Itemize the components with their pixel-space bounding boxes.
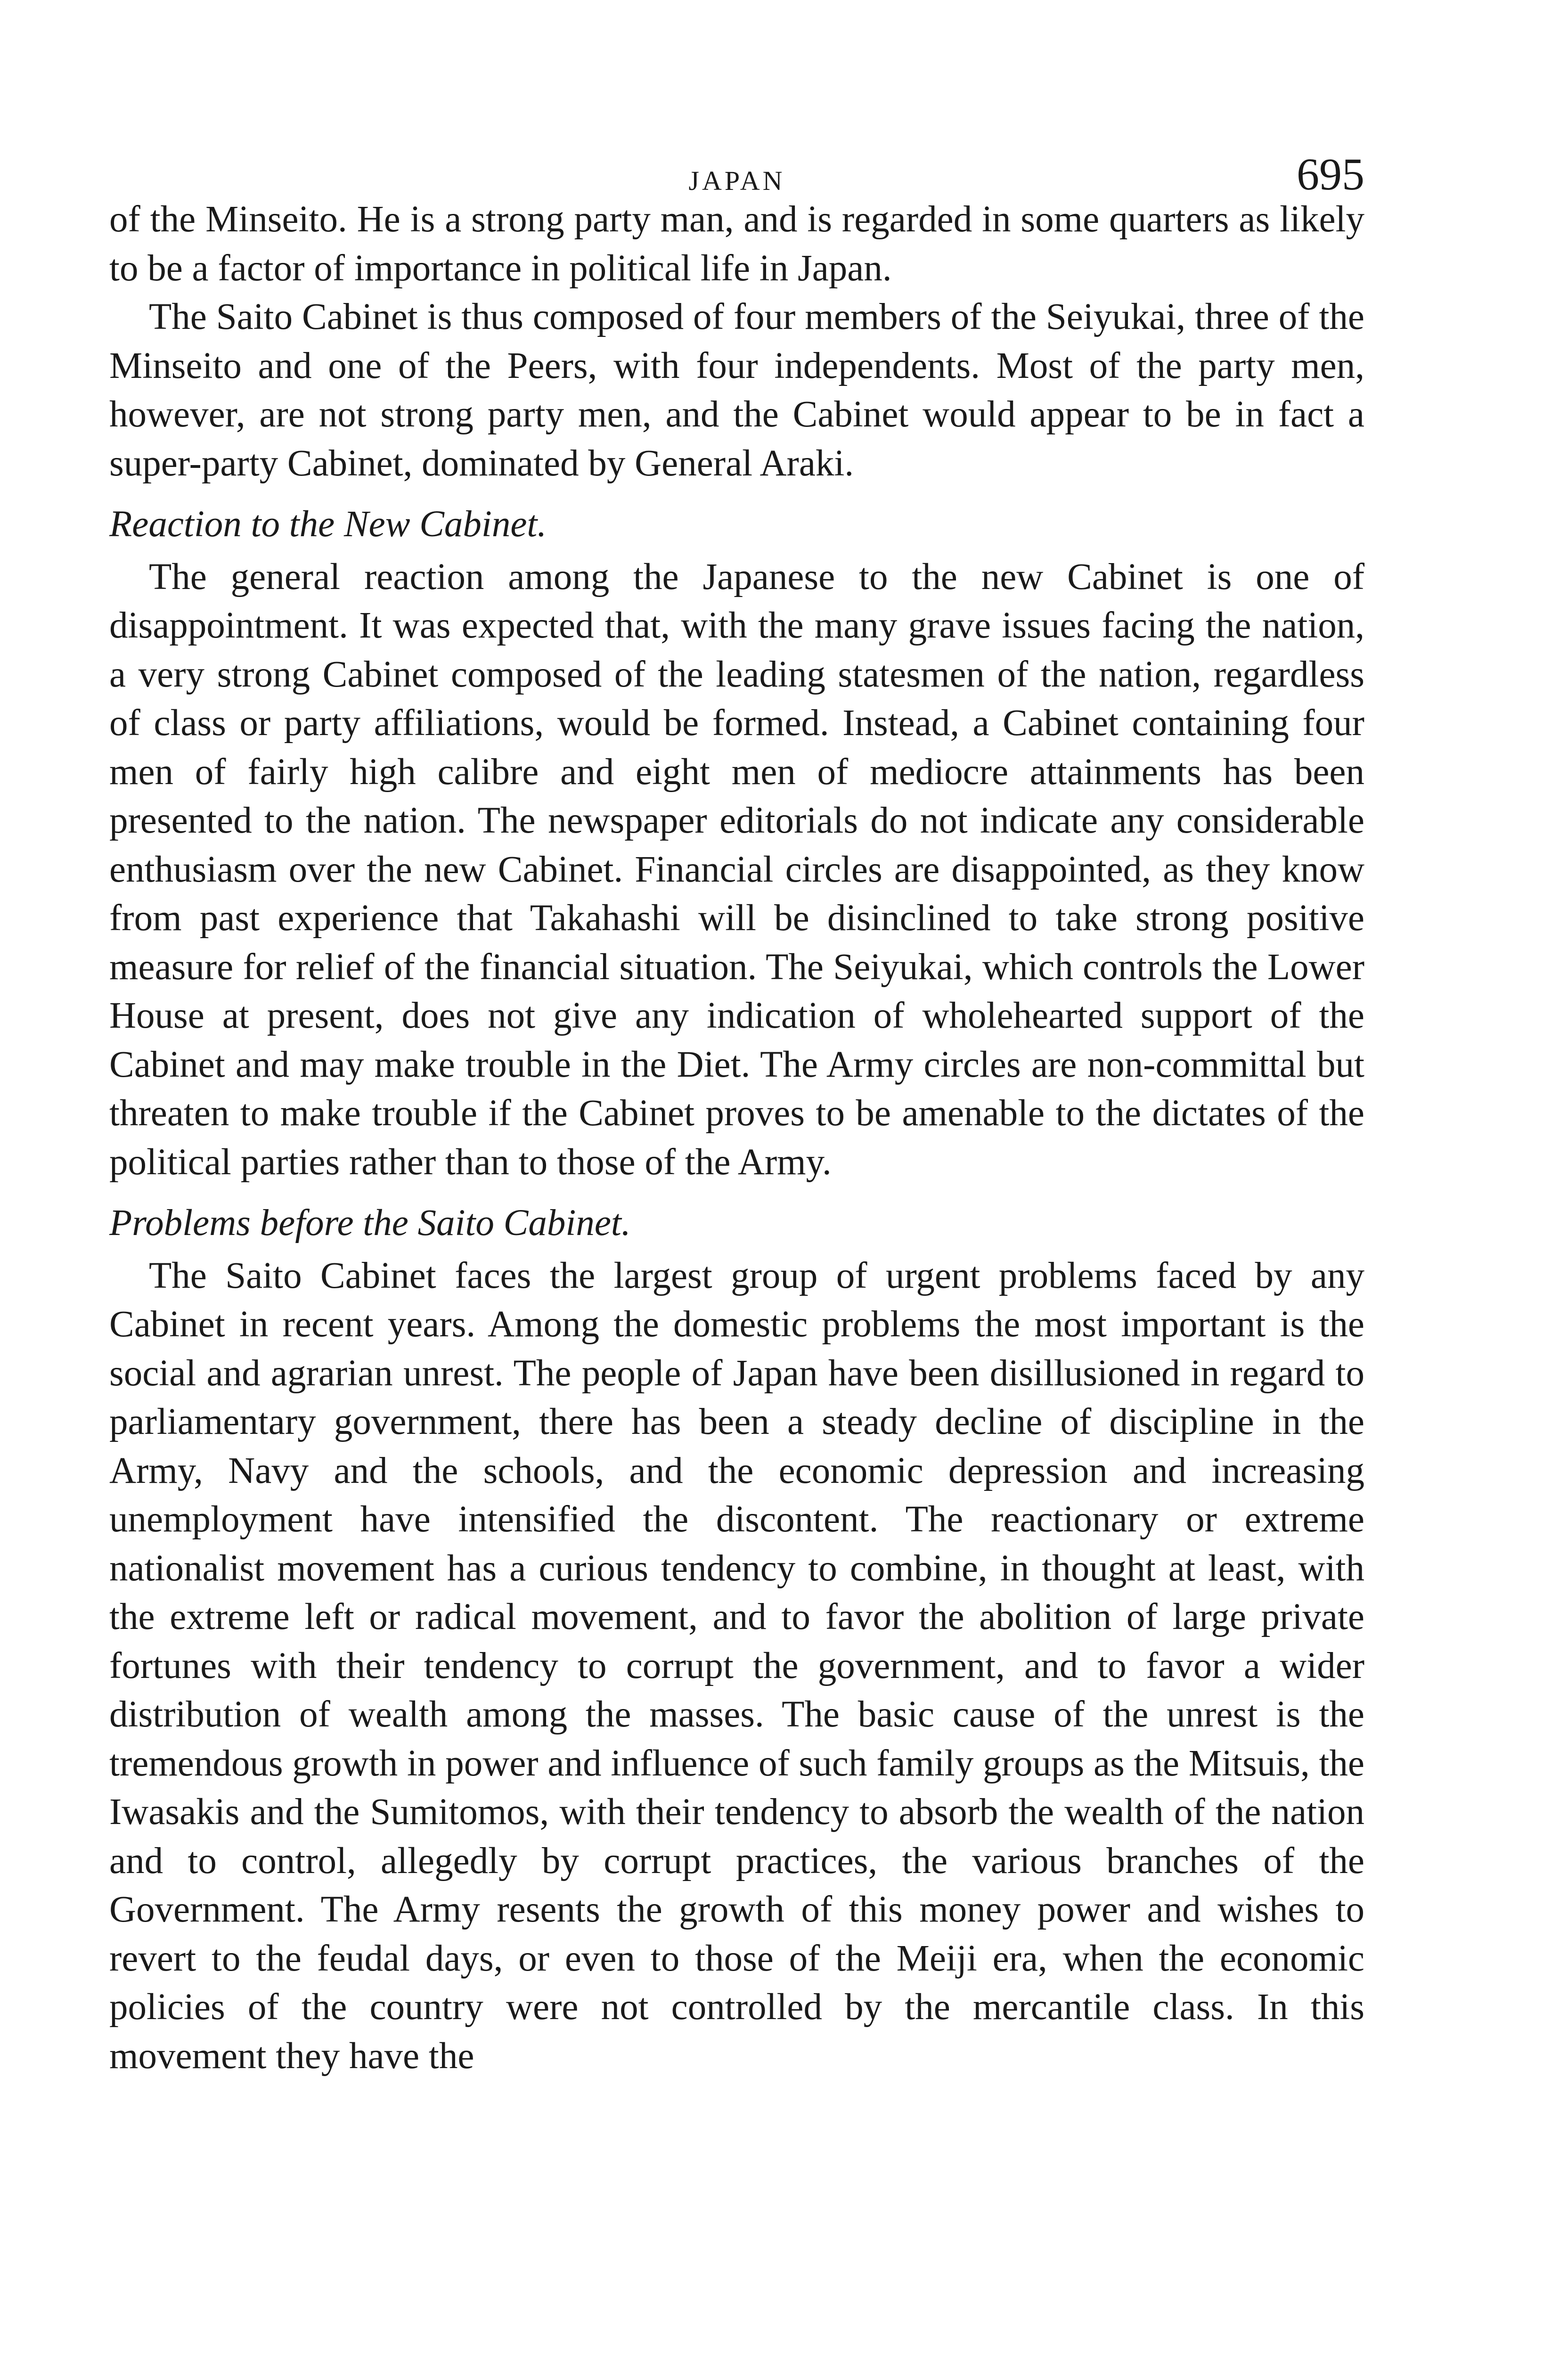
page-number: 695 xyxy=(1297,149,1364,199)
page-body xyxy=(109,195,1364,2080)
running-head xyxy=(109,141,1364,199)
paragraph-continued: of the Minseito. He is a strong party man, and is regarded in some quarters as likely to be a factor of importance in political life in Japan. xyxy=(109,199,1364,289)
paragraph-problems: The Saito Cabinet faces the largest group of urgent problems faced by any Cabinet in recent years. Among the domestic problems the most important is the social and agrarian unrest. The people of Japan have been disillusioned in regard to parliamentary government, there has been a steady decline of discipline in the Army, Navy and the schools, and the economic depression and increasing unemployment have intensified the discontent. The reactionary or extreme nationalist movement has a curious tendency to combine, in thought at least, with the extreme left or radical movement, and to favor the abolition of large private fortunes with their tendency to corrupt the government, and to favor a wider distribution of wealth among the masses. The basic cause of the unrest is the tremendous growth in power and influence of such family groups as the Mitsuis, the Iwasakis and the Sumitomos, with their tendency to absorb the wealth of the nation and to control, allegedly by corrupt practices, the various branches of the Government. The Army resents the growth of this money power and wishes to revert to the feudal days, or even to those of the Meiji era, when the economic policies of the country were not controlled by the mercantile class. In this movement they have the xyxy=(109,1255,1364,2077)
running-title: JAPAN xyxy=(688,165,785,196)
paragraph-reaction: The general reaction among the Japanese to the new Cabinet is one of disappointment. It was expected that, with the many grave issues facing the nation, a very strong Cabinet composed of the leading statesmen of the nation, regardless of class or party affiliations, would be formed. Instead, a Cabinet containing four men of fairly high calibre and eight men of mediocre attainments has been presented to the nation. The newspaper editorials do not indicate any considerable enthusiasm over the new Cabinet. Financial circles are disappointed, as they know from past experience that Takahashi will be disinclined to take strong positive measure for relief of the financial situation. The Seiyukai, which controls the Lower House at present, does not give any indication of wholehearted support of the Cabinet and may make trouble in the Diet. The Army circles are non-committal but threaten to make trouble if the Cabinet proves to be amenable to the dictates of the political parties rather than to those of the Army. xyxy=(109,556,1364,1183)
section-heading-problems: Problems before the Saito Cabinet. xyxy=(109,1203,631,1243)
section-heading-reaction: Reaction to the New Cabinet. xyxy=(109,504,547,545)
paragraph-cabinet-composition: The Saito Cabinet is thus composed of four members of the Seiyukai, three of the Minseito and one of the Peers, with four independents. Most of the party men, however, are not strong party men, and the Cabinet would appear to be in fact a super-party Cabinet, dominated by General Araki. xyxy=(109,296,1364,484)
book-page xyxy=(109,141,1364,2080)
